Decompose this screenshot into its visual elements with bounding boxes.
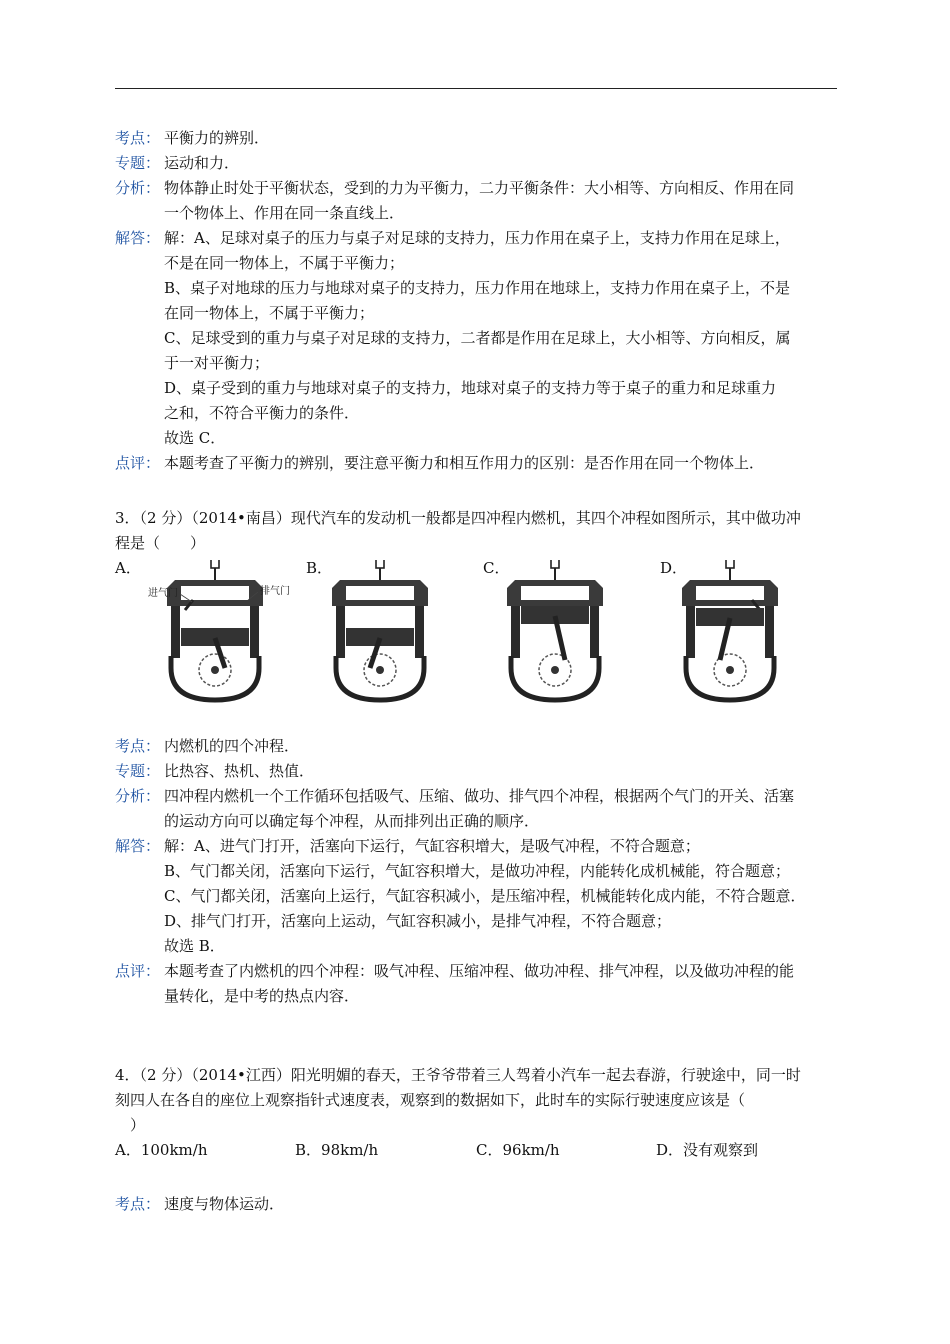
jieda-line: D、排气门打开，活塞向上运动，气缸容积减小，是排气冲程，不符合题意； bbox=[164, 912, 672, 930]
zhuanti-row bbox=[115, 151, 837, 176]
dianping-line: 本题考查了内燃机的四个冲程：吸气冲程、压缩冲程、做功冲程、排气冲程，以及做功冲程的能 bbox=[164, 962, 795, 980]
dianping-line: 量转化，是中考的热点内容． bbox=[164, 987, 360, 1005]
kaodian-label: 考点： bbox=[115, 737, 161, 755]
jieda-line: 解：A、进气门打开，活塞向下运行，气缸容积增大，是吸气冲程，不符合题意； bbox=[164, 837, 700, 855]
q3-analysis bbox=[115, 734, 837, 1009]
fenxi-line: 的运动方向可以确定每个冲程，从而排列出正确的顺序． bbox=[164, 812, 540, 830]
q4-stem bbox=[115, 1063, 837, 1138]
q4-options bbox=[115, 1139, 837, 1164]
q3-option-a[interactable]: A． bbox=[115, 559, 141, 577]
q2-analysis bbox=[115, 126, 837, 476]
q4-option-d[interactable]: D．没有观察到 bbox=[656, 1141, 759, 1159]
jieda-label: 解答： bbox=[115, 229, 161, 247]
kaodian-row bbox=[115, 126, 837, 151]
q4-stem-line: 刻四人在各自的座位上观察指针式速度表，观察到的数据如下，此时车的实际行驶速度应该是（ bbox=[115, 1091, 746, 1109]
zhuanti-text: 运动和力． bbox=[164, 154, 240, 172]
jieda-line: 不是在同一物体上，不属于平衡力； bbox=[164, 254, 405, 272]
kaodian-label: 考点： bbox=[115, 1195, 161, 1213]
kaodian-text: 平衡力的辨别． bbox=[164, 129, 270, 147]
jieda-line: 故选 B． bbox=[164, 937, 225, 955]
fenxi-label: 分析： bbox=[115, 787, 161, 805]
q4-option-a[interactable]: A．100km/h bbox=[115, 1141, 208, 1159]
engine-b bbox=[332, 560, 428, 700]
fenxi-line: 四冲程内燃机一个工作循环包括吸气、压缩、做功、排气四个冲程，根据两个气门的开关、活塞 bbox=[164, 787, 795, 805]
dianping-label: 点评： bbox=[115, 962, 161, 980]
header-rule bbox=[115, 88, 837, 89]
dianping-row bbox=[115, 959, 837, 1009]
engine-c bbox=[507, 560, 603, 700]
zhuanti-text: 比热容、热机、热值． bbox=[164, 762, 315, 780]
jieda-line: 于一对平衡力； bbox=[164, 354, 270, 372]
jieda-line: 在同一物体上，不属于平衡力； bbox=[164, 304, 375, 322]
jieda-line: 之和，不符合平衡力的条件． bbox=[164, 404, 360, 422]
q3-stem bbox=[115, 506, 837, 556]
exhaust-label: 排气门 bbox=[260, 586, 290, 597]
jieda-line: B、桌子对地球的压力与地球对桌子的支持力，压力作用在地球上，支持力作用在桌子上，不是 bbox=[164, 279, 791, 297]
engine-a bbox=[167, 560, 263, 700]
jieda-label: 解答： bbox=[115, 837, 161, 855]
q4-analysis bbox=[115, 1192, 837, 1217]
q3-option-b[interactable]: B． bbox=[306, 559, 333, 577]
fenxi-row bbox=[115, 176, 837, 226]
fenxi-line: 物体静止时处于平衡状态，受到的力为平衡力，二力平衡条件：大小相等、方向相反、作用在同 bbox=[164, 179, 795, 197]
q4-stem-line: 4．（2 分）（2014•江西）阳光明媚的春天，王爷爷带着三人驾着小汽车一起去春游，行驶途中，同一时 bbox=[115, 1066, 801, 1084]
intake-label: 进气门 bbox=[148, 588, 178, 599]
dianping-text: 本题考查了平衡力的辨别，要注意平衡力和相互作用力的区别：是否作用在同一个物体上． bbox=[164, 454, 765, 472]
jieda-row bbox=[115, 226, 837, 451]
zhuanti-label: 专题： bbox=[115, 154, 161, 172]
dianping-row bbox=[115, 451, 837, 476]
jieda-line: C、足球受到的重力与桌子对足球的支持力，二者都是作用在足球上，大小相等、方向相反，属 bbox=[164, 329, 791, 347]
fenxi-label: 分析： bbox=[115, 179, 161, 197]
dianping-label: 点评： bbox=[115, 454, 161, 472]
kaodian-text: 内燃机的四个冲程． bbox=[164, 737, 300, 755]
jieda-line: D、桌子受到的重力与地球对桌子的支持力，地球对桌子的支持力等于桌子的重力和足球重力 bbox=[164, 379, 777, 397]
kaodian-text: 速度与物体运动． bbox=[164, 1195, 285, 1213]
fenxi-row bbox=[115, 784, 837, 834]
q3-stem-line: 3．（2 分）（2014•南昌）现代汽车的发动机一般都是四冲程内燃机，其四个冲程如图所示，其中做功冲 bbox=[115, 509, 801, 527]
q4-option-c[interactable]: C．96km/h bbox=[476, 1141, 560, 1159]
kaodian-row bbox=[115, 734, 837, 759]
q3-stem-line: 程是（ ） bbox=[115, 534, 206, 552]
jieda-line: 解：A、足球对桌子的压力与桌子对足球的支持力，压力作用在桌子上，支持力作用在足球上， bbox=[164, 229, 790, 247]
engine-d bbox=[682, 560, 778, 700]
q4-option-b[interactable]: B．98km/h bbox=[295, 1141, 379, 1159]
zhuanti-row bbox=[115, 759, 837, 784]
jieda-line: C、气门都关闭，活塞向上运行，气缸容积减小，是压缩冲程，机械能转化成内能，不符合题意． bbox=[164, 887, 806, 905]
q3-option-d[interactable]: D． bbox=[660, 559, 688, 577]
q4-stem-line: ） bbox=[115, 1116, 146, 1134]
q3-option-c[interactable]: C． bbox=[483, 559, 510, 577]
jieda-row bbox=[115, 834, 837, 959]
kaodian-label: 考点： bbox=[115, 129, 161, 147]
fenxi-line: 一个物体上、作用在同一条直线上． bbox=[164, 204, 405, 222]
zhuanti-label: 专题： bbox=[115, 762, 161, 780]
jieda-line: 故选 C． bbox=[164, 429, 226, 447]
kaodian-row bbox=[115, 1192, 837, 1217]
jieda-line: B、气门都关闭，活塞向下运行，气缸容积增大，是做功冲程，内能转化成机械能，符合题意； bbox=[164, 862, 791, 880]
engine-diagrams bbox=[130, 560, 780, 710]
